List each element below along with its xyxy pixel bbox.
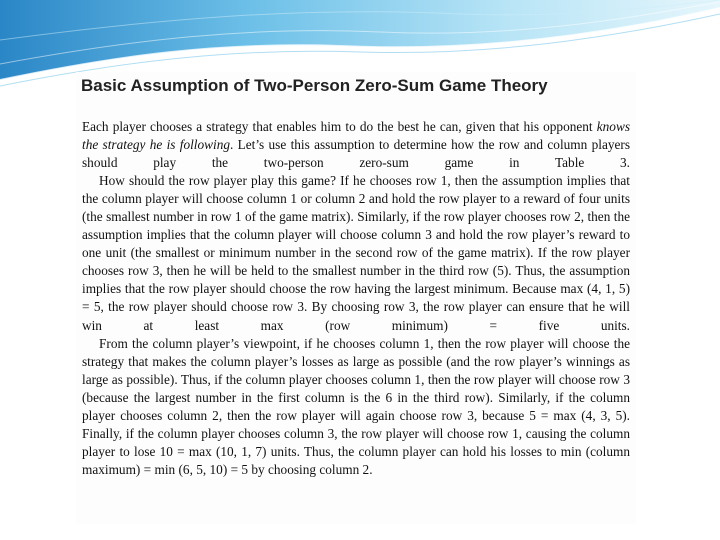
paragraph-3: From the column player’s viewpoint, if he chooses column 1, then the row player will choose the strategy that makes the column player’s losses as large as possible (and the row player’s winnings as large as possible). Thus, if the column player chooses column 1, then the row player will choose row 3 (because the largest number in the first column is the 6 in the third row). Similarly, if the column player chooses column 2, then the row player will again choose row 3, because 5 = max (4, 3, 5). Finally, if the column player chooses column 3, the row player will choose row 1, causing the column player to lose 10 = max (10, 1, 7) units. Thus, the column player can hold his losses to min (column maximum) = min (6, 5, 10) = 5 by choosing column 2. <box>82 335 630 477</box>
textbook-excerpt <box>76 72 636 524</box>
paragraph-1-end: . Let’s use this assumption to determine how the row and column players should play the two-person zero-sum game in Table 3. <box>82 137 630 171</box>
paragraph-2: How should the row player play this game? If he chooses row 1, then the assumption implies that the column player will choose column 1 or column 2 and hold the row player to a reward of four units (the smallest number in row 1 of the game matrix). Similarly, if the row player chooses row 2, then the assumption implies that the column player will choose column 3 and hold the row player’s reward to one unit (the smallest or minimum number in the second row of the game matrix). If the row player chooses row 3, then he will be held to the smallest number in the third row (5). Thus, the assumption implies that the row player should choose the row having the largest minimum. Because max (4, 1, 5) = 5, the row player should choose row 3. By choosing row 3, the row player can ensure that he will win at least max (row minimum) = five units. <box>82 173 630 333</box>
paragraph-1-emphasis: knows the strategy he is following <box>82 119 630 153</box>
section-heading: Basic Assumption of Two-Person Zero-Sum Game Theory <box>81 76 548 95</box>
body-text <box>82 118 630 479</box>
paragraph-1 <box>82 118 630 172</box>
paragraph-1-start: Each player chooses a strategy that enables him to do the best he can, given that his opponent <box>82 119 597 134</box>
